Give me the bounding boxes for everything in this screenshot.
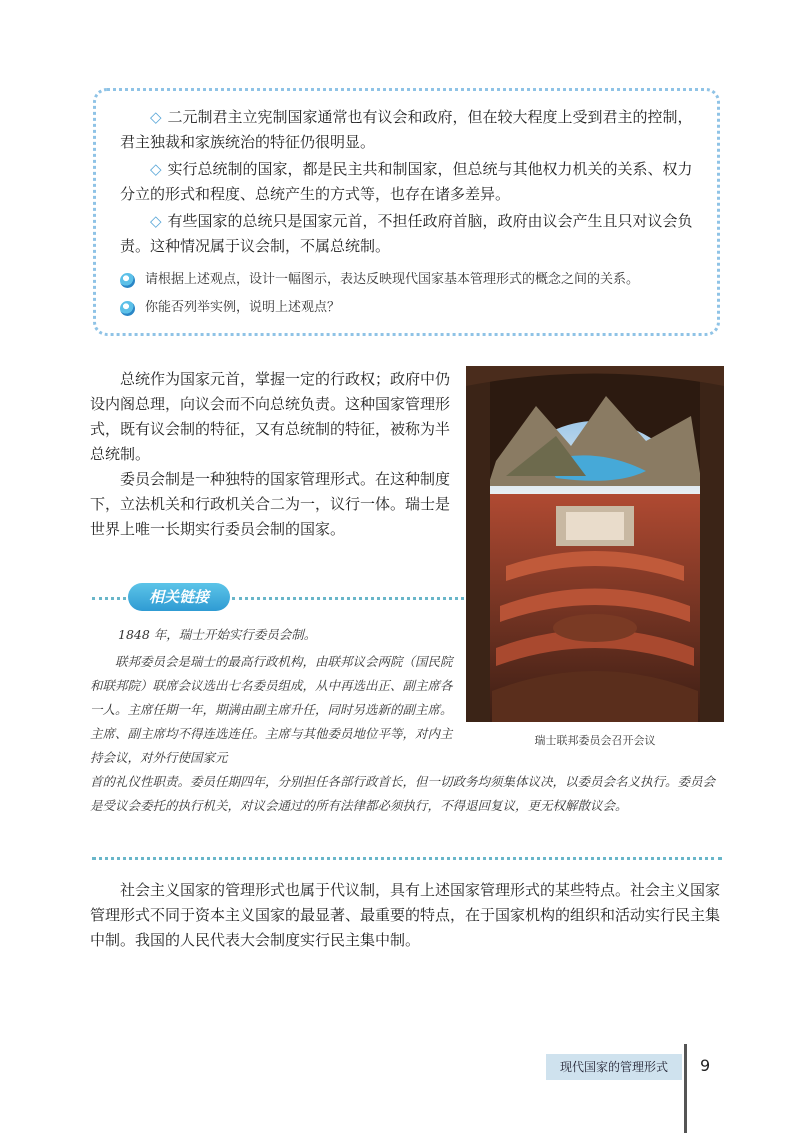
question-bullet-icon (120, 273, 135, 288)
question-text: 请根据上述观点，设计一幅图示，表达反映现代国家基本管理形式的概念之间的关系。 (145, 272, 640, 287)
discussion-box (93, 88, 720, 336)
dotted-divider (92, 857, 722, 860)
dotted-divider (232, 597, 464, 600)
diamond-icon: ◇ (150, 108, 162, 126)
photo-swiss-federal-council (466, 366, 724, 722)
related-paragraph-continued: 首的礼仪性职责。委员任期四年，分别担任各部行政首长，但一切政务均须集体议决，以委员会名义执行。委员会是受议会委托的执行机关，对议会通过的所有法律都必须执行，不得退回复议，更无权解散议会。 (90, 774, 716, 813)
bullet-point (120, 209, 699, 259)
related-paragraph: 联邦委员会是瑞士的最高行政机构，由联邦议会两院（国民院和联邦院）联席会议选出七名委员组成，从中再选出正、副主席各一人。主席任期一年，期满由副主席升任，同时另选新的副主席。主席、副主席均不得连选连任。主席与其他委员地位平等，对内主持会议，对外行使国家元 (90, 654, 453, 765)
bullet-point (120, 157, 699, 207)
question-item (120, 297, 699, 319)
bullet-point (120, 105, 699, 155)
related-link-label: 相关链接 (128, 583, 230, 611)
dotted-divider (92, 597, 126, 600)
bullet-text: 有些国家的总统只是国家元首，不担任政府首脑，政府由议会产生且只对议会负责。这种情况属于议会制，不属总统制。 (120, 212, 693, 255)
bullet-text: 二元制君主立宪制国家通常也有议会和政府，但在较大程度上受到君主的控制，君主独裁和家族统治的特征仍很明显。 (120, 108, 693, 151)
footer-divider (684, 1044, 687, 1133)
question-item (120, 269, 699, 291)
page-number: 9 (700, 1056, 711, 1075)
question-text: 你能否列举实例，说明上述观点？ (145, 300, 341, 315)
paragraph-committee-system: 委员会制是一种独特的国家管理形式。在这种制度下，立法机关和行政机关合二为一，议行一体。瑞士是世界上唯一长期实行委员会制的国家。 (90, 470, 451, 538)
diamond-icon: ◇ (150, 212, 162, 230)
photo-caption: 瑞士联邦委员会召开会议 (534, 734, 656, 747)
footer-section-title: 现代国家的管理形式 (546, 1054, 682, 1080)
question-bullet-icon (120, 301, 135, 316)
paragraph-semi-presidential: 总统作为国家元首，掌握一定的行政权；政府中仍设内阁总理，向议会而不向总统负责。这种国家管理形式，既有议会制的特征，又有总统制的特征，被称为半总统制。 (90, 370, 451, 463)
parliament-hall-illustration (466, 366, 724, 722)
diamond-icon: ◇ (150, 160, 162, 178)
paragraph-socialist-system: 社会主义国家的管理形式也属于代议制，具有上述国家管理形式的某些特点。社会主义国家管理形式不同于资本主义国家的最显著、最重要的特点，在于国家机构的组织和活动实行民主集中制。我国的人民代表大会制度实行民主集中制。 (90, 881, 721, 949)
related-intro-line: 1848 年，瑞士开始实行委员会制。 (118, 627, 317, 642)
bullet-text: 实行总统制的国家，都是民主共和制国家，但总统与其他权力机关的关系、权力分立的形式和程度、总统产生的方式等，也存在诸多差异。 (120, 160, 693, 203)
